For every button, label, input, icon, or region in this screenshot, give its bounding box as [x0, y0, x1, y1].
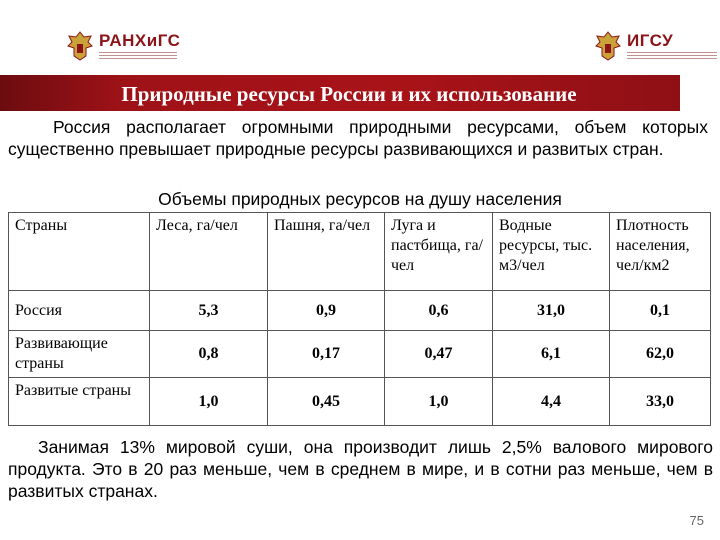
- column-header: Леса, га/чел: [150, 213, 268, 291]
- table-header-row: [9, 213, 711, 291]
- table-cell: 6,1: [493, 331, 610, 378]
- table-cell: 31,0: [493, 291, 610, 331]
- table-cell: 0,8: [150, 331, 268, 378]
- table-row: [9, 378, 711, 426]
- eagle-emblem-icon: [66, 30, 94, 62]
- logo-left-name: РАНХиГС: [99, 30, 181, 50]
- ranepa-logo: [66, 30, 180, 62]
- table-row: [9, 331, 711, 378]
- column-header: Луга и пастбища, га/чел: [385, 213, 493, 291]
- table-cell: 0,17: [268, 331, 385, 378]
- row-country: Развитые страны: [9, 378, 150, 426]
- resources-table: [8, 212, 711, 426]
- table-cell: 0,6: [385, 291, 493, 331]
- column-header: Страны: [9, 213, 150, 291]
- table-cell: 5,3: [150, 291, 268, 331]
- row-country: Россия: [9, 291, 150, 331]
- column-header: Плотность населения, чел/км2: [610, 213, 711, 291]
- table-cell: 0,47: [385, 331, 493, 378]
- table-caption: Объемы природных ресурсов на душу населения: [158, 189, 562, 209]
- table-cell: 0,9: [268, 291, 385, 331]
- logo-left-subtext: [99, 52, 177, 61]
- table-cell: 0,45: [268, 378, 385, 426]
- eagle-emblem-icon: [594, 30, 622, 62]
- table-cell: 1,0: [385, 378, 493, 426]
- intro-text: [8, 116, 708, 160]
- table-cell: 62,0: [610, 331, 711, 378]
- table-cell: 33,0: [610, 378, 711, 426]
- intro-paragraph: Россия располагает огромными природными ресурсами, объем которых существенно превышает природные ресурсы развивающихся и развитых стран.: [8, 117, 708, 159]
- table-row: [9, 291, 711, 331]
- title-bar: [0, 75, 680, 111]
- page-number: 75: [689, 513, 704, 528]
- row-country: Развивающие страны: [9, 331, 150, 378]
- slide-title: Природные ресурсы России и их использование: [121, 82, 577, 106]
- logo-right-subtext: [627, 52, 717, 61]
- logo-right-name: ИГСУ: [627, 30, 674, 50]
- table-cell: 1,0: [150, 378, 268, 426]
- table-cell: 0,1: [610, 291, 711, 331]
- column-header: Водные ресурсы, тыс. м3/чел: [493, 213, 610, 291]
- column-header: Пашня, га/чел: [268, 213, 385, 291]
- igsu-logo: [594, 30, 717, 62]
- conclusion-paragraph: Занимая 13% мировой суши, она производит лишь 2,5% валового мирового продукта. Это в 20 раз меньше, чем в среднем в мире, и в сотни раз меньше, чем в развитых странах.: [8, 437, 713, 501]
- table-cell: 4,4: [493, 378, 610, 426]
